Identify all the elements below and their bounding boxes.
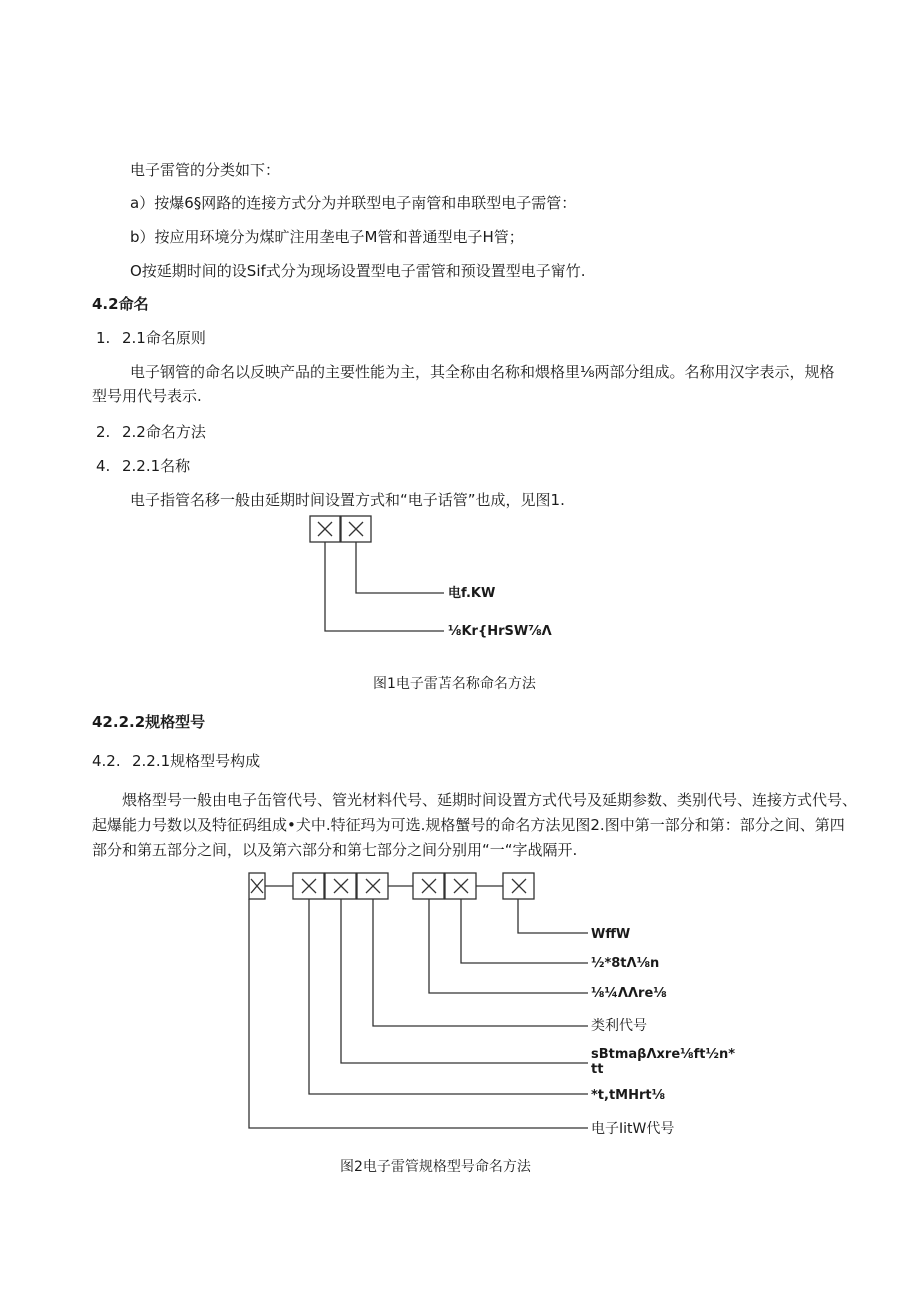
classification-intro: 电子雷管的分类如下： (130, 161, 281, 179)
figure-2-box-6-cross-icon (454, 879, 468, 893)
figure-1-label-2: ⅛Kr{HrSW⅞Λ (448, 624, 552, 639)
figure-2-caption: 图2电子雷管规格型号命名方法 (340, 1159, 531, 1175)
figure-2-box-2-cross-icon (302, 879, 316, 893)
figure-2-connector-5 (429, 899, 588, 993)
section-4-2-2-2-1-paragraph-line1: 煨格型号一般由电子缶管代号、管光材料代号、延期时间设置方式代号及延期参数、类别代号、连接方式代号、 (122, 791, 858, 809)
figure-1-label-1: 电f.KW (448, 586, 496, 601)
section-4-2-1-paragraph-line2: 型号用代号表示. (92, 387, 202, 405)
classification-item-c: O按延期时间的设Sif式分为现场设置型电子雷管和预设置型电子甯竹. (130, 262, 586, 280)
figure-2-label-7: WffW (591, 927, 631, 942)
section-4-2-2-2-1-paragraph-line3: 部分和第五部分之间，以及第六部分和第七部分之间分别用“一“字战隔开. (92, 841, 578, 859)
section-4-2-1-paragraph-line1: 电子钢管的命名以反映产品的主要性能为主，其全称由名称和煨格里⅛两部分组成。名称用汉字表示，规格 (130, 363, 835, 381)
figure-2-box-4-cross-icon (366, 879, 380, 893)
figure-2-box-3-cross-icon (334, 879, 348, 893)
section-4-2-2-2-heading: 42.2.2规格型号 (92, 713, 206, 731)
figure-2-label-2: *t,tMHrt⅛ (591, 1088, 666, 1103)
figure-2-connector-6 (461, 899, 588, 963)
section-4-2-heading: 4.2命名 (92, 295, 149, 313)
figure-2-box-7-cross-icon (512, 879, 526, 893)
figure-2-connector-7 (518, 899, 588, 933)
figure-2-box-5-cross-icon (422, 879, 436, 893)
section-4-2-1-title: 2.1命名原则 (122, 329, 206, 347)
section-4-2-2-1-paragraph: 电子指管名移一般由延期时间设置方式和“电子话管”也成，见图1. (130, 491, 565, 509)
figure-2-connector-3 (341, 899, 588, 1063)
figure-2-label-6: ½*8tΛ⅛n (591, 956, 660, 971)
figure-2-connector-2 (309, 899, 588, 1094)
section-4-2-2-2-1-paragraph-line2: 起爆能力号数以及特征码组成•犬中.特征玛为可选.规格蟹号的命名方法见图2.图中第一部分和第：部分之间、第四 (92, 816, 845, 834)
classification-item-b: b）按应用环境分为煤旷注用垄电子M管和普通型电子H管； (130, 228, 524, 246)
section-4-2-2-2-1-number: 4.2. (92, 752, 121, 770)
section-4-2-1-number: 1. (96, 329, 111, 347)
classification-item-a: a）按爆6§网路的连接方式分为并联型电子南管和串联型电子需管： (130, 194, 577, 212)
figure-2-label-3-line1: sBtmaβΛxre⅛ft½n* (591, 1047, 735, 1062)
figure-2-box-1-cross-icon (251, 879, 263, 893)
section-4-2-2-1-title: 2.2.1名称 (122, 457, 191, 475)
section-4-2-2-title: 2.2命名方法 (122, 423, 206, 441)
figure-1-caption: 图1电子雷苫名称命名方法 (373, 676, 536, 692)
section-4-2-2-number: 2. (96, 423, 111, 441)
section-4-2-2-2-1-title: 2.2.1规格型号构成 (132, 752, 261, 770)
figure-2-label-3-line2: tt (591, 1062, 604, 1077)
figure-2-label-5: ⅛¼ΛΛre⅛ (591, 986, 667, 1001)
figure-2-label-1: 电子IitW代号 (591, 1121, 675, 1137)
section-4-2-2-1-number: 4. (96, 457, 111, 475)
figure-2-label-4: 类利代号 (591, 1018, 647, 1034)
